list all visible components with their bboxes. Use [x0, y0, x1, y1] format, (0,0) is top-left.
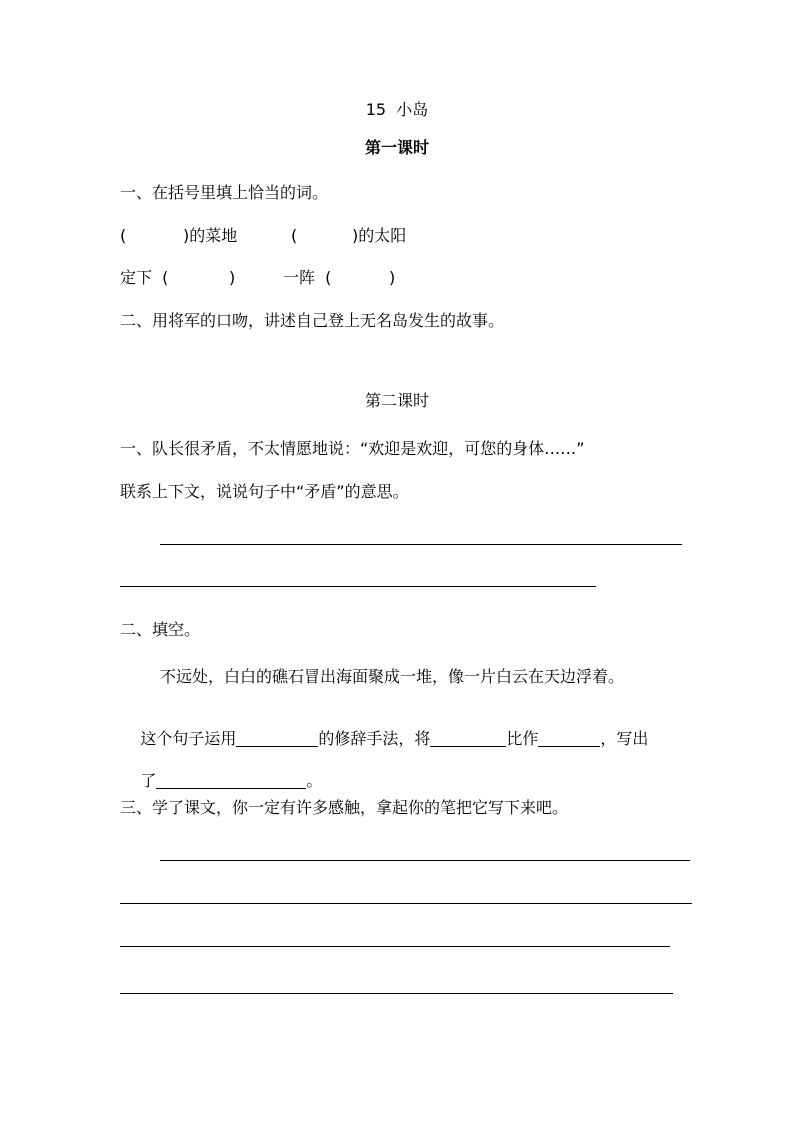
fill-text: 的修辞手法，将	[318, 729, 431, 748]
fill-item-d-close: )	[389, 268, 396, 287]
lesson-one-heading: 第一课时	[364, 138, 429, 157]
page-title: 15 小岛	[365, 100, 429, 119]
fill-text: 比作	[506, 729, 539, 748]
answer-line[interactable]	[120, 946, 670, 947]
lesson-one-question-2: 二、用将军的口吻，讲述自己登上无名岛发生的故事。	[120, 311, 505, 330]
answer-line[interactable]	[120, 903, 692, 904]
fill-blank[interactable]	[430, 730, 506, 747]
fill-text: 。	[306, 771, 323, 790]
lesson-two-question-3: 三、学了课文，你一定有许多感触，拿起你的笔把它写下来吧。	[120, 798, 569, 817]
lesson-two-heading: 第二课时	[364, 391, 429, 410]
fill-item-c-label: 定下 (	[120, 268, 169, 287]
fill-text: 这个句子运用	[140, 729, 237, 748]
lesson-two-question-1-line-1: 一、队长很矛盾，不太情愿地说：“欢迎是欢迎，可您的身体……”	[120, 439, 585, 458]
lesson-two-question-2: 二、填空。	[120, 620, 201, 639]
fill-item-b-open: (	[291, 226, 298, 245]
fill-item-c-close: )	[229, 268, 236, 287]
fill-blank[interactable]	[156, 772, 306, 789]
lesson-two-question-1-line-2: 联系上下文，说说句子中“矛盾”的意思。	[120, 482, 409, 501]
answer-line[interactable]	[120, 586, 596, 587]
fill-text: 了	[140, 771, 157, 790]
answer-line[interactable]	[160, 544, 682, 545]
fill-item-a-open: (	[120, 226, 127, 245]
fill-item-b-label: )的太阳	[352, 226, 407, 245]
answer-line[interactable]	[160, 860, 690, 861]
fill-text: ，写出	[600, 729, 649, 748]
fill-item-a-label: )的菜地	[183, 226, 238, 245]
fill-blank[interactable]	[538, 730, 600, 747]
lesson-one-question-1: 一、在括号里填上恰当的词。	[120, 183, 329, 202]
fill-item-d-label: 一阵 (	[283, 268, 332, 287]
lesson-two-question-2-sentence: 不远处，白白的礁石冒出海面聚成一堆，像一片白云在天边浮着。	[160, 667, 625, 686]
answer-line[interactable]	[120, 993, 673, 994]
fill-blank[interactable]	[236, 730, 318, 747]
